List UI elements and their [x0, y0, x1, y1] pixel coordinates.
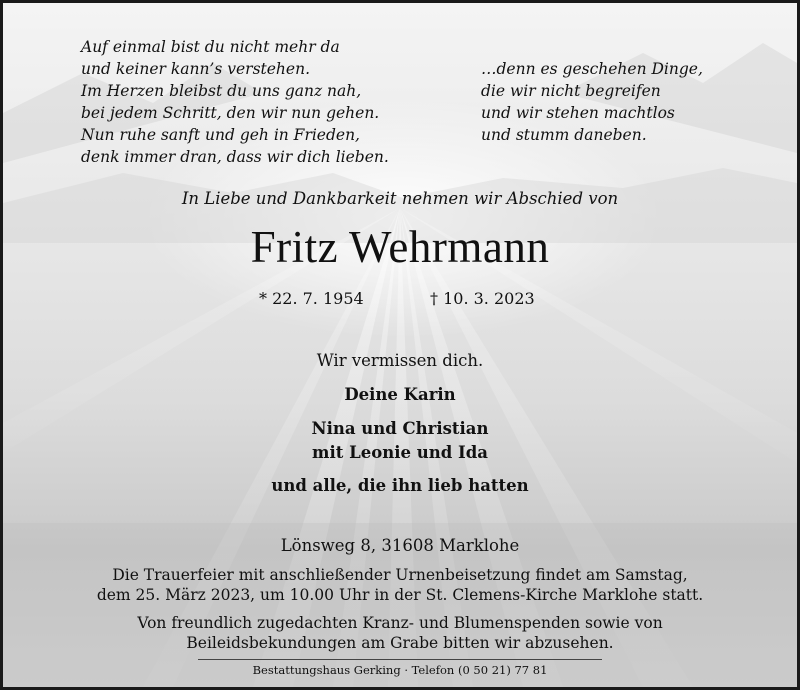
funeral-info — [3, 565, 797, 605]
poem-line: und wir stehen machtlos — [481, 104, 675, 122]
donation-request — [3, 613, 797, 653]
poem-line: Auf einmal bist du nicht mehr da — [81, 38, 340, 56]
notice-line: Beileidsbekundungen am Grabe bitten wir abzusehen. — [186, 634, 614, 652]
poem-line: die wir nicht begreifen — [481, 82, 661, 100]
notice-line: Die Trauerfeier mit anschließender Urnenbeisetzung findet am Samstag, — [112, 566, 688, 584]
poem-line: denk immer dran, dass wir dich lieben. — [81, 148, 389, 166]
mourner-line: Deine Karin — [344, 385, 456, 404]
poem-line: Im Herzen bleibst du uns ganz nah, — [81, 82, 362, 100]
mourner-line: und alle, die ihn lieb hatten — [271, 476, 529, 495]
miss-text: Wir vermissen dich. — [316, 351, 484, 370]
poem-line: und stumm daneben. — [481, 126, 647, 144]
deceased-name: Fritz Wehrmann — [250, 222, 550, 272]
funeral-home-footer: Bestattungshaus Gerking · Telefon (0 50 21) 77 81 — [252, 663, 548, 677]
notice-line: Von freundlich zugedachten Kranz- und Blumenspenden sowie von — [137, 614, 663, 632]
poem-line: bei jedem Schritt, den wir nun gehen. — [81, 104, 380, 122]
intro-text: In Liebe und Dankbarkeit nehmen wir Abschied von — [181, 189, 619, 208]
mourner-line: mit Leonie und Ida — [312, 443, 488, 462]
poem-line: und keiner kann’s verstehen. — [81, 60, 310, 78]
footer-divider — [198, 659, 602, 660]
address: Lönsweg 8, 31608 Marklohe — [280, 536, 520, 555]
poem-right — [481, 58, 703, 146]
poem-left — [81, 36, 389, 168]
death-date: † 10. 3. 2023 — [430, 289, 535, 308]
notice-line: dem 25. März 2023, um 10.00 Uhr in der St. Clemens-Kirche Marklohe statt. — [96, 586, 704, 604]
mourner-line: Nina und Christian — [311, 419, 489, 438]
birth-date: * 22. 7. 1954 — [259, 289, 364, 308]
poem-line: Nun ruhe sanft und geh in Frieden, — [81, 126, 360, 144]
poem-line: …denn es geschehen Dinge, — [481, 60, 703, 78]
